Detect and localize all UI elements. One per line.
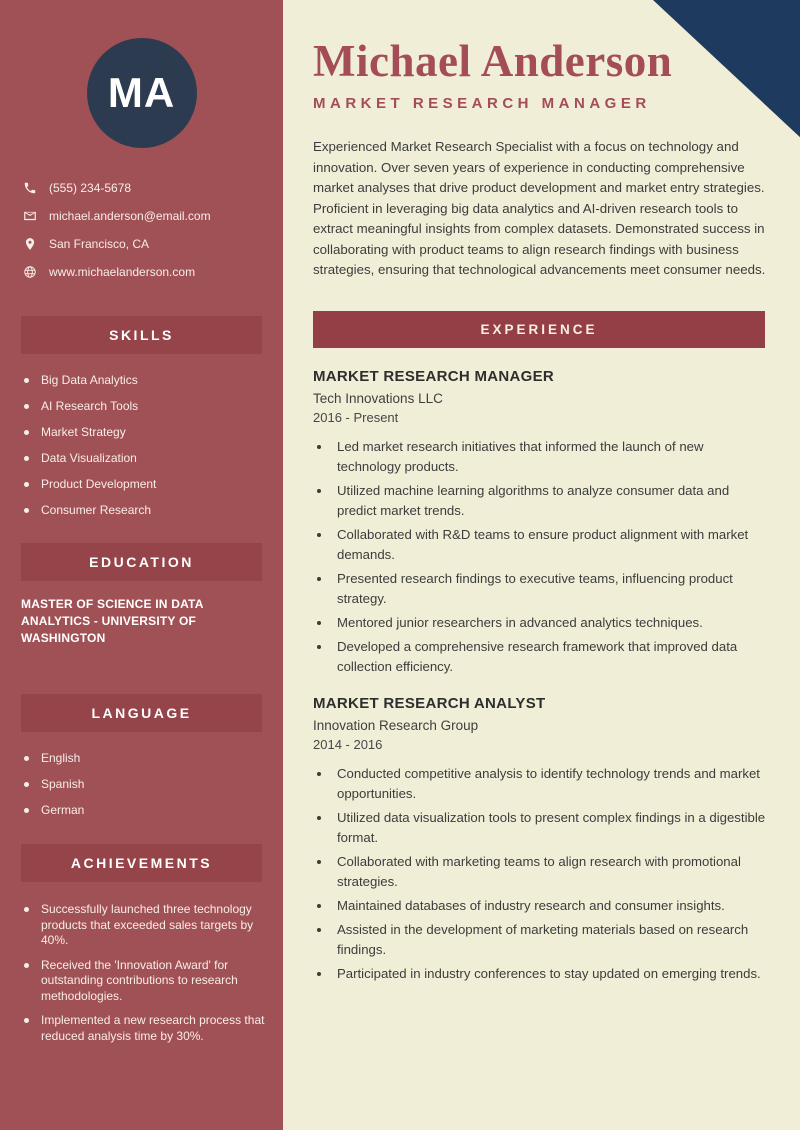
achievement-item: Implemented a new research process that reduced analysis time by 30%. xyxy=(23,1013,265,1044)
job-bullet: • Participated in industry conferences to stay updated on emerging trends. xyxy=(332,964,769,984)
language-section-header xyxy=(21,694,262,732)
skill-item: Data Visualization xyxy=(23,451,265,467)
language-list xyxy=(0,751,283,819)
job-dates: 2014 - 2016 xyxy=(313,736,383,752)
job-dates: 2016 - Present xyxy=(313,409,399,425)
job-bullet: • Utilized data visualization tools to present complex findings in a digestible format. xyxy=(332,808,769,848)
location-icon xyxy=(22,236,37,251)
person-name: Michael Anderson xyxy=(313,36,673,86)
job-bullet: • Collaborated with marketing teams to align research with promotional strategies. xyxy=(332,852,769,892)
globe-icon xyxy=(22,264,37,279)
experience-section-header xyxy=(313,311,765,348)
achievements-title: ACHIEVEMENTS xyxy=(70,855,213,871)
achievements-list xyxy=(0,902,283,1044)
contact-email-text: michael.anderson@email.com xyxy=(49,208,211,223)
job-entry xyxy=(313,368,769,677)
language-item: German xyxy=(23,803,265,819)
job-bullet: • Led market research initiatives that informed the launch of new technology products. xyxy=(332,437,769,477)
skill-item: AI Research Tools xyxy=(23,399,265,415)
contact-website-text: www.michaelanderson.com xyxy=(49,264,196,279)
achievement-item: Received the 'Innovation Award' for outstanding contributions to research methodologies. xyxy=(23,958,265,1005)
contact-website xyxy=(22,264,283,279)
person-job-title: MARKET RESEARCH MANAGER xyxy=(313,95,651,113)
achievements-section-header xyxy=(21,844,262,882)
skills-title: SKILLS xyxy=(109,327,174,343)
job-bullet: • Maintained databases of industry research and consumer insights. xyxy=(332,896,769,916)
job-bullet: • Conducted competitive analysis to identify technology trends and market opportunities. xyxy=(332,764,769,804)
skills-list xyxy=(0,373,283,519)
job-entry xyxy=(313,695,769,984)
sidebar xyxy=(0,0,283,1130)
skill-item: Consumer Research xyxy=(23,503,265,519)
avatar-initials: MA xyxy=(107,69,176,116)
skills-section-header xyxy=(21,316,262,354)
contact-section xyxy=(22,180,283,279)
job-company: Tech Innovations LLC xyxy=(313,390,443,406)
job-bullet-list xyxy=(313,764,769,984)
contact-phone-text: (555) 234-5678 xyxy=(49,180,132,195)
main-content xyxy=(283,0,800,1130)
email-icon xyxy=(22,208,37,223)
job-bullet: • Developed a comprehensive research framework that improved data collection efficiency. xyxy=(332,637,769,677)
skill-item: Market Strategy xyxy=(23,425,265,441)
avatar xyxy=(87,38,197,148)
job-bullet-list xyxy=(313,437,769,677)
contact-email xyxy=(22,208,283,223)
education-title: EDUCATION xyxy=(89,553,194,570)
summary-paragraph: Experienced Market Research Specialist with a focus on technology and innovation. Over seven years of experience in conducting comprehensive market analyses that drive product development and market entry strategies. Proficient in leveraging big data analytics and AI-driven research tools to extract meaningful insights from complex datasets. Demonstrated success in collaborating with product teams to align research findings with business strategies, ensuring that technological advancements meet consumer needs. xyxy=(313,139,766,278)
job-bullet: • Presented research findings to executive teams, influencing product strategy. xyxy=(332,569,769,609)
language-title: LANGUAGE xyxy=(91,704,192,721)
job-bullet: • Assisted in the development of marketing materials based on research findings. xyxy=(332,920,769,960)
contact-location-text: San Francisco, CA xyxy=(49,236,150,251)
job-bullet: • Utilized machine learning algorithms to analyze consumer data and predict market trends. xyxy=(332,481,769,521)
skill-item: Big Data Analytics xyxy=(23,373,265,389)
job-bullet: • Collaborated with R&D teams to ensure product alignment with market demands. xyxy=(332,525,769,565)
language-item: English xyxy=(23,751,265,767)
contact-location xyxy=(22,236,283,251)
job-role: MARKET RESEARCH MANAGER xyxy=(313,367,555,385)
achievement-item: Successfully launched three technology products that exceeded sales targets by 40%. xyxy=(23,902,265,949)
contact-phone xyxy=(22,180,283,195)
education-degree: MASTER OF SCIENCE IN DATA ANALYTICS - UNIVERSITY OF WASHINGTON xyxy=(21,596,204,645)
education-section-header xyxy=(21,543,262,581)
skill-item: Product Development xyxy=(23,477,265,493)
language-item: Spanish xyxy=(23,777,265,793)
phone-icon xyxy=(22,180,37,195)
experience-title: EXPERIENCE xyxy=(480,321,598,337)
job-company: Innovation Research Group xyxy=(313,717,479,733)
job-bullet: • Mentored junior researchers in advanced analytics techniques. xyxy=(332,613,769,633)
job-role: MARKET RESEARCH ANALYST xyxy=(313,694,546,712)
